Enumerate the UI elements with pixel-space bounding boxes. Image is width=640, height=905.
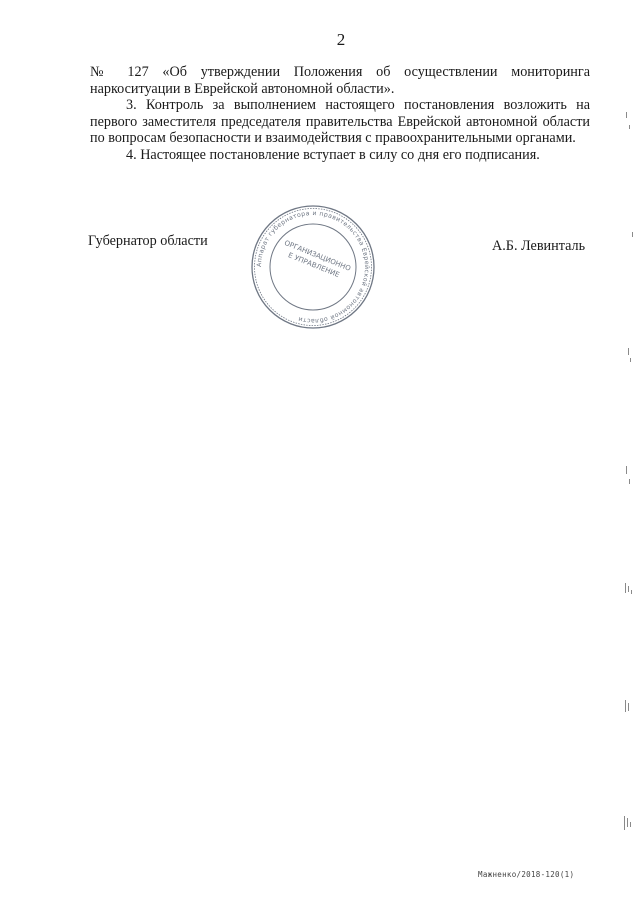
document-body [90, 64, 590, 163]
stamp-inner-text: ОРГАНИЗАЦИОННОЕ УПРАВЛЕНИЕ [283, 238, 352, 280]
page-number: 2 [336, 30, 346, 49]
footer-reference: Мажненко/2018-120(1) [478, 870, 575, 879]
signatory-title: Губернатор области [88, 233, 208, 249]
scan-edge-marks [606, 0, 640, 905]
stamp-outer-text: Аппарат губернатора и правительства Еврейской автономной области [255, 209, 371, 325]
official-stamp [248, 202, 378, 332]
paragraph-continuation: № 127 «Об утверждении Положения об осуществлении мониторинга наркоситуации в Еврейской автономной области». [90, 64, 590, 97]
paragraph-effective-date: 4. Настоящее постановление вступает в силу со дня его подписания. [126, 146, 540, 163]
signatory-name: А.Б. Левинталь [492, 238, 586, 254]
paragraph-control: 3. Контроль за выполнением настоящего постановления возложить на первого заместителя председателя правительства Еврейской автономной области по вопросам безопасности и взаимодействия с правоохранительными органами. [90, 97, 590, 146]
